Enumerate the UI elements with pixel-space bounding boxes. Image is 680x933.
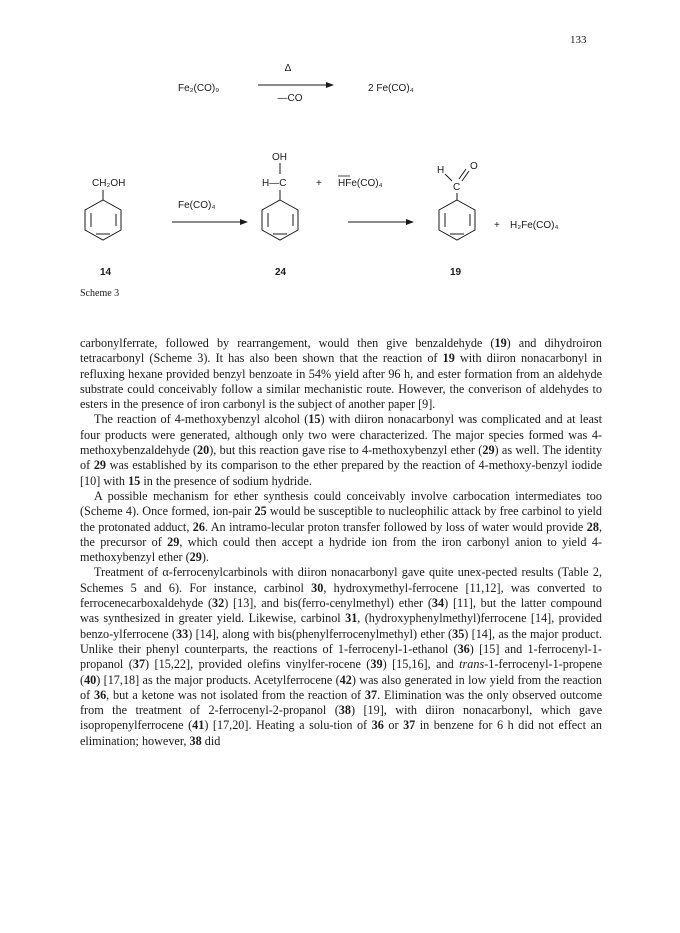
text-run: did [201,733,221,748]
text-run: , but a ketone was not isolated from the reaction of [106,687,365,702]
text-run: ) [17,20]. Heating a solu-tion of [204,718,372,733]
paragraph [80,336,602,412]
reaction-arrow-1 [258,82,334,88]
compound-number: 40 [84,672,97,687]
compound-number: 37 [132,657,146,672]
text-run: ) as well. The identity of [80,443,602,473]
compound-number: 36 [457,641,470,656]
text-run: ) [11], but the latter compound was synthesized in greater yield. Likewise, carbinol [80,596,602,626]
plus-sign-2: + [494,220,500,231]
text-run: The reaction of 4-methoxybenzyl alcohol ( [94,412,309,427]
oh-label: OH [272,152,287,163]
scheme-caption: Scheme 3 [80,288,120,299]
text-run: in the presence of sodium hydride. [140,473,312,488]
paragraph [80,565,602,749]
aldehyde-h-label: H [437,165,445,176]
compound-number: 29 [189,550,202,565]
text-run: Treatment of α-ferrocenylcarbinols with diiron nonacarbonyl gave quite unex-pected results (Table 2, Schemes 5 and 6). For instance, carbinol [80,565,602,595]
compound-number: 39 [370,657,383,672]
text-run: was established by its comparison to the ether prepared by the reaction of 4-methoxy-benzyl iodide [10] with [80,458,603,488]
compound-number: 35 [452,626,465,641]
compound-number: 37 [403,718,416,733]
text-run: , the precursor of [80,519,602,549]
text-run: ) [17,18] as the major products. Acetylferrocene ( [96,672,340,687]
text-run: . Elimination was the only observed outcome from the treatment of 2-ferrocenyl-2-propanol ( [80,687,602,718]
compound-number: 28 [586,519,599,534]
compound-number: 15 [308,412,321,427]
compound-number: 34 [431,596,445,611]
compound-number: 37 [364,687,378,702]
ch2oh-label: CH₂OH [92,178,126,189]
benzene-ring-14 [85,200,121,240]
text-run: carbonylferrate, followed by rearrangement, would then give benzaldehyde ( [80,336,495,350]
h2feco4-label: H₂Fe(CO)₄ [510,220,559,231]
text-run: ) [15,16], and [382,657,460,672]
fe-co4-product: 2 Fe(CO)₄ [368,83,414,94]
compound-24-label: 24 [275,267,287,278]
compound-number: 32 [212,596,225,611]
fe-co4-reagent: Fe(CO)₄ [178,200,216,211]
compound-number: 29 [93,458,106,473]
compound-number: 19 [494,336,507,350]
compound-number: 31 [345,611,358,626]
body-text [80,336,602,749]
compound-19-label: 19 [450,267,462,278]
compound-number: 15 [128,473,141,488]
compound-number: 42 [339,672,352,687]
text-run: ) [19], with diiron nonacarbonyl, which gave isopropenylferrocene ( [80,703,602,733]
text-run: , hydroxymethyl-ferrocene [11,12], was converted to ferrocenecarboxaldehyde ( [80,580,602,611]
paragraph [80,489,602,565]
compound-number: 38 [189,733,202,748]
reaction-arrow-2 [172,219,248,225]
hc-label: H—C [262,178,287,189]
compound-number: 36 [371,718,384,733]
text-run: ) was also generated in low yield from the reaction of [80,672,602,702]
text-run: , which could then accept a hydride ion from the iron carbonyl anion to yield 4-methoxybenzyl ether ( [80,534,603,565]
fe2co9-label: Fe₂(CO)₉ [178,83,220,94]
compound-number: 33 [176,626,189,641]
text-run: ) [13], and bis(ferro-cenylmethyl) ether ( [224,596,432,611]
compound-number: 29 [167,534,180,549]
scheme-3-diagram [0,0,680,290]
text-run: -1-ferrocenyl-1-propene ( [80,657,602,687]
compound-number: 30 [311,580,324,595]
compound-number: 20 [197,443,210,458]
text-run: ) with diiron nonacarbonyl was complicated and at least four products were generated, although only two were characterized. The major species formed was 4-methoxybenzaldehyde ( [80,412,602,458]
text-run: ), but this reaction gave rise to 4-methoxybenzyl ether ( [209,443,483,458]
compound-number: 26 [192,519,205,534]
compound-number: 19 [442,351,455,366]
text-run: or [383,718,404,733]
text-run: in benzene for 6 h did not effect an elimination; however, [80,718,602,748]
text-run: ) [14], as the major product. Unlike their phenyl counterparts, the reactions of 1-ferrocenyl-1-ethanol ( [80,626,603,656]
text-run: with diiron nonacarbonyl in refluxing hexane provided benzyl benzoate in 54% yield after 96 h, and ester formation from an aldehyde substrate could conceivably follow a similar mechanistic route. However, the converison of aldehydes to esters in the presence of iron carbonyl is the subject of another paper [9]. [80,351,602,412]
compound-number: 29 [482,443,495,458]
text-run: ) and dihydroiron tetracarbonyl (Scheme 3). It has also been shown that the reaction of [80,336,602,366]
heat-symbol: Δ [284,63,292,74]
compound-number: 41 [192,718,205,733]
compound-14-label: 14 [100,267,112,278]
text-run: . An intramo-lecular proton transfer followed by loss of water would provide [204,519,587,534]
compound-number: 25 [254,504,267,519]
page-number: 133 [570,34,587,46]
aldehyde-c-label: C [453,182,461,193]
reaction-arrow-3 [348,219,414,225]
benzene-ring-19 [439,200,475,240]
compound-number: 38 [338,703,351,718]
text-run: , (hydroxyphenylmethyl)ferrocene [14], provided benzo-ylferrocene ( [80,611,603,641]
italic-text: trans [459,657,485,672]
text-run: ). [201,550,209,565]
benzene-ring-24 [262,200,298,240]
hydride-label: HFe(CO)₄ [338,178,383,189]
text-run: ) [14], along with bis(phenylferrocenylmethyl) ether ( [188,626,453,641]
paragraph [80,412,602,488]
aldehyde-o-label: O [470,161,478,172]
text-run: ) [15] and 1-ferrocenyl-1-propanol ( [80,641,602,672]
text-run: would be susceptible to nucleophilic attack by free carbinol to yield the protonated adduct, [80,504,603,534]
text-run: A possible mechanism for ether synthesis could conceivably involve carbocation intermediates too (Scheme 4). Once formed, ion-pair [80,488,602,519]
text-run: ) [15,22], provided olefins vinylfer-rocene ( [145,657,371,672]
minus-co-label: —CO [277,93,303,104]
plus-sign-1: + [316,178,322,189]
compound-number: 36 [93,687,107,702]
